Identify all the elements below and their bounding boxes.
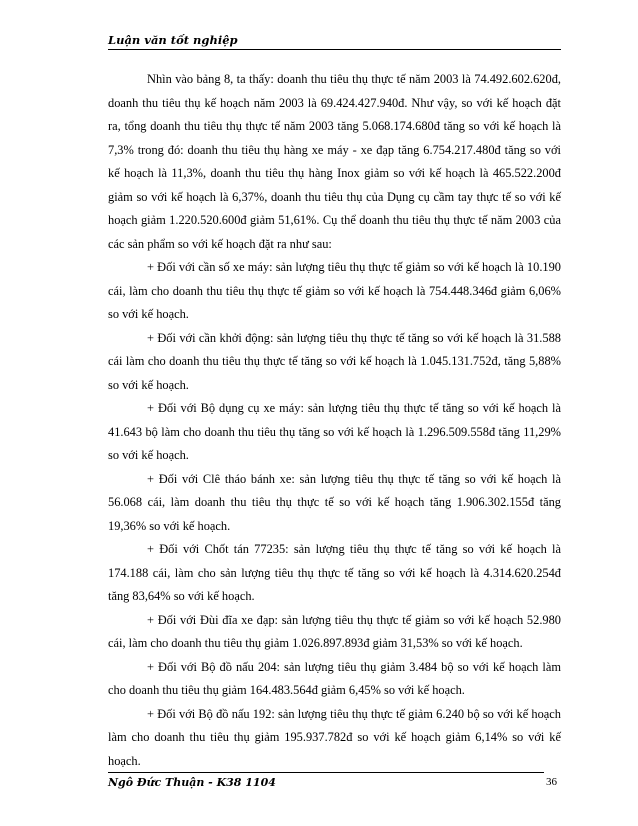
paragraph-item: + Đối với Bộ đồ nấu 192: sản lượng tiêu thụ thực tế giảm 6.240 bộ so với kế hoạch làm cho doanh thu tiêu thụ giảm 195.937.782đ so với kế hoạch giảm 6,14% so với kế hoạch.: [108, 706, 561, 768]
paragraph-item: + Đối với Bộ dụng cụ xe máy: sản lượng tiêu thụ thực tế tăng so với kế hoạch là 41.643 bộ làm cho doanh thu tiêu thụ tăng so với kế hoạch là 1.296.509.558đ tăng 11,29% so với kế hoạch.: [108, 401, 561, 462]
paragraph-item: + Đối với cần khởi động: sản lượng tiêu thụ thực tế tăng so với kế hoạch là 31.588 cái làm cho doanh thu tiêu thụ thực tế tăng so với kế hoạch là 1.045.131.752đ, tăng 5,88% so với kế hoạch.: [108, 330, 561, 392]
running-footer-author: Ngô Đức Thuận - K38 1104: [108, 776, 276, 789]
paragraph-item: + Đối với Clê tháo bánh xe: sản lượng tiêu thụ thực tế tăng so với kế hoạch là 56.068 cái, làm doanh thu tiêu thụ thực tế so với kế hoạch tăng 1.906.302.155đ tăng 19,36% so với kế hoạch.: [108, 471, 561, 533]
paragraph-item: + Đối với Bộ đồ nấu 204: sản lượng tiêu thụ giảm 3.484 bộ so với kế hoạch làm cho doanh thu tiêu thụ giảm 164.483.564đ giảm 6,45% so với kế hoạch.: [108, 659, 561, 697]
paragraph-item: + Đối với cần số xe máy: sản lượng tiêu thụ thực tế giảm so với kế hoạch là 10.190 cái, làm cho doanh thu tiêu thụ thực tế giảm so với kế hoạch là 754.448.346đ giảm 6,06% so với kế hoạch.: [108, 260, 561, 321]
paragraph-intro: Nhìn vào bảng 8, ta thấy: doanh thu tiêu thụ thực tế năm 2003 là 74.492.602.620đ, doanh thu tiêu thụ kế hoạch năm 2003 là 69.424.427.940đ. Như vậy, so với kế hoạch đặt ra, tổng doanh thu tiêu thụ thực tế năm 2003 tăng 5.068.174.680đ tăng so với kế hoạch là 7,3% trong đó: doanh thu tiêu thụ hàng xe máy - xe đạp tăng 6.754.217.480đ tăng so với kế hoạch là 11,3%, doanh thu tiêu thụ hàng Inox giảm so với kế hoạch là 465.522.200đ giảm so với kế hoạch là 6,37%, doanh thu tiêu thụ của Dụng cụ cầm tay thực tế so với kế hoạch giảm 1.220.520.600đ giảm 51,61%. Cụ thể doanh thu tiêu thụ thực tế năm 2003 của các sản phẩm so với kế hoạch đặt ra như sau:: [108, 72, 561, 251]
page-number: 36: [546, 776, 557, 788]
body-text: [108, 68, 561, 773]
running-header: Luận văn tốt nghiệp: [108, 33, 238, 47]
footer-rule: [108, 772, 544, 773]
paragraph-item: + Đối với Chốt tán 77235: sản lượng tiêu thụ thực tế tăng so với kế hoạch là 174.188 cái, làm cho sản lượng tiêu thụ thực tế tăng so với kế hoạch là 4.314.620.254đ tăng 83,64% so với kế hoạch.: [108, 542, 561, 603]
header-rule: [108, 49, 561, 50]
paragraph-item: + Đối với Đùi đĩa xe đạp: sản lượng tiêu thụ thực tế giảm so với kế hoạch 52.980 cái, làm cho doanh thu tiêu thụ giảm 1.026.897.893đ giảm 31,53% so với kế hoạch.: [108, 612, 561, 650]
